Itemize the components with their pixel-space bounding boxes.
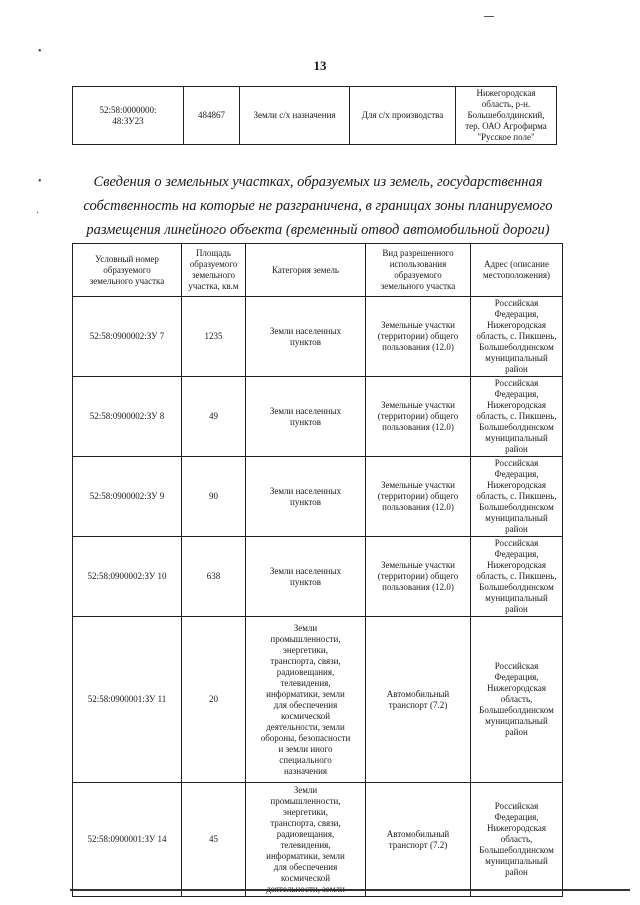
table-header-cell: Вид разрешенного использования образуемого земельного участка [366, 244, 471, 297]
land-plots-table [72, 243, 563, 897]
table-header-cell: Категория земель [246, 244, 366, 297]
table-cell: Российская Федерация, Нижегородская область, Большеболдинском муниципальный район [471, 617, 563, 783]
scan-dot-mark: · [36, 208, 40, 219]
table-cell: Автомобильный транспорт (7.2) [366, 783, 471, 897]
table-header-cell: Площадь образуемого земельного участка, кв.м [182, 244, 246, 297]
table-cell: Земельные участки (территории) общего пользования (12.0) [366, 377, 471, 457]
table-row [73, 457, 563, 537]
heading-line: Сведения о земельных участках, образуемых из земель, государственная [93, 174, 543, 190]
table-cell: Земли населенных пунктов [246, 377, 366, 457]
scan-dash-mark [484, 16, 494, 17]
continuation-table-body [73, 87, 557, 145]
table-cell: 52:58:0900002:ЗУ 9 [73, 457, 182, 537]
section-heading [68, 170, 568, 242]
table-cell: 638 [182, 537, 246, 617]
table-header-cell: Условный номер образуемого земельного участка [73, 244, 182, 297]
table-cell: 52:58:0900002:ЗУ 8 [73, 377, 182, 457]
table-cell: 45 [182, 783, 246, 897]
table-cell: Земли населенных пунктов [246, 537, 366, 617]
table-cell: 1235 [182, 297, 246, 377]
scan-dot-mark: • [38, 176, 42, 187]
table-row [73, 377, 563, 457]
table-cell: 52:58:0000000: 48:ЗУ23 [73, 87, 184, 145]
table-cell: Земли населенных пунктов [246, 297, 366, 377]
table-cell: Земли с/х назначения [240, 87, 350, 145]
page-number: 13 [313, 58, 327, 73]
table-cell: Земельные участки (территории) общего пользования (12.0) [366, 537, 471, 617]
table-row [73, 537, 563, 617]
table-cell: Автомобильный транспорт (7.2) [366, 617, 471, 783]
bottom-rule [70, 889, 630, 891]
table-cell: Российская Федерация, Нижегородская область, Большеболдинском муниципальный район [471, 783, 563, 897]
table-cell: 90 [182, 457, 246, 537]
table-cell: Земли населенных пунктов [246, 457, 366, 537]
table-cell: Земли промышленности, энергетики, транспорта, связи, радиовещания, телевидения, информатики, земли для обеспечения космической деятельности, земли обороны, безопасности и земли иного специального назначения [246, 617, 366, 783]
table-row [73, 783, 563, 897]
land-plots-table-body [73, 297, 563, 897]
table-cell: Российская Федерация, Нижегородская область, с. Пикшень, Большеболдинском муниципальный район [471, 297, 563, 377]
table-cell: 484867 [184, 87, 240, 145]
table-cell: 20 [182, 617, 246, 783]
table-cell: Земельные участки (территории) общего пользования (12.0) [366, 297, 471, 377]
table-cell: Нижегородская область, р-н. Большеболдинский, тер. ОАО Агрофирма "Русское поле" [456, 87, 557, 145]
table-cell: 49 [182, 377, 246, 457]
table-cell: Российская Федерация, Нижегородская область, с. Пикшень, Большеболдинском муниципальный район [471, 377, 563, 457]
table-cell: Российская Федерация, Нижегородская область, с. Пикшень, Большеболдинском муниципальный район [471, 537, 563, 617]
table-cell: 52:58:0900002:ЗУ 7 [73, 297, 182, 377]
table-cell: 52:58:0900002:ЗУ 10 [73, 537, 182, 617]
heading-line: размещения линейного объекта (временный отвод автомобильной дороги) [86, 222, 550, 238]
table-row [73, 87, 557, 145]
table-cell: 52:58:0900001:ЗУ 11 [73, 617, 182, 783]
table-header-row [73, 244, 563, 297]
table-header-cell: Адрес (описание местоположения) [471, 244, 563, 297]
scan-dot-mark: • [38, 46, 42, 57]
table-row [73, 297, 563, 377]
table-cell: Земли промышленности, энергетики, транспорта, связи, радиовещания, телевидения, информатики, земли для обеспечения космической [246, 783, 366, 897]
table-row [73, 617, 563, 783]
table-cell: Российская Федерация, Нижегородская область, с. Пикшень, Большеболдинском муниципальный район [471, 457, 563, 537]
table-cell: Для с/х производства [350, 87, 456, 145]
table-cell: 52:58:0900001:ЗУ 14 [73, 783, 182, 897]
continuation-table [72, 86, 557, 145]
table-cell: Земельные участки (территории) общего пользования (12.0) [366, 457, 471, 537]
heading-line: собственность на которые не разграничена, в границах зоны планируемого [83, 198, 553, 214]
